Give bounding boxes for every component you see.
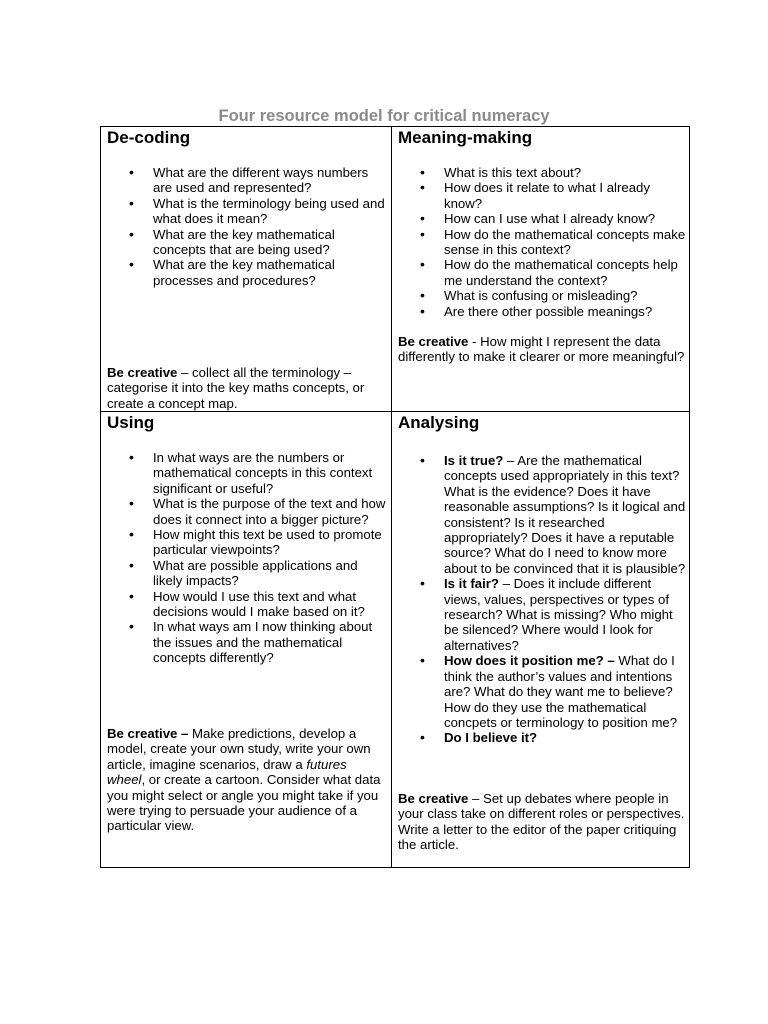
list-item: • What are the key mathematical concepts that are being used? [107, 227, 389, 258]
heading-using: Using [107, 413, 155, 432]
list-item: • How might this text be used to promote particular viewpoints? [107, 527, 389, 558]
decoding-questions [107, 165, 389, 288]
list-item [398, 730, 688, 745]
meaning-making-questions [398, 165, 688, 319]
question-lead: Do I believe it? [444, 730, 538, 746]
question-text: – Does it include different views, values, perspectives or types of research? What is missing? Who might be silenced? Where would I look for alternatives? [444, 576, 673, 653]
list-item: • What are the different ways numbers are used and represented? [107, 165, 389, 196]
be-creative-label: Be creative [398, 791, 469, 806]
list-item [398, 453, 688, 576]
decoding-be-creative [107, 365, 389, 411]
be-creative-text: – Set up debates where people in your class take on different roles or perspectives. Write a letter to the editor of the paper critiquing the article. [398, 791, 685, 853]
list-item: • How can I use what I already know? [398, 211, 688, 226]
be-creative-label: Be creative [398, 334, 469, 349]
list-item: • How would I use this text and what decisions would I make based on it? [107, 589, 389, 620]
column-divider [391, 127, 392, 867]
list-item: • What is the purpose of the text and how does it connect into a bigger picture? [107, 496, 389, 527]
list-item: • What is confusing or misleading? [398, 288, 688, 303]
list-item: • What is the terminology being used and what does it mean? [107, 196, 389, 227]
be-creative-text: , or create a cartoon. Consider what data you might select or angle you might take if you were trying to persuade your audience of a particular view. [107, 772, 381, 834]
four-resource-grid [100, 126, 690, 868]
cell-decoding [107, 127, 389, 411]
heading-meaning-making: Meaning-making [398, 128, 533, 147]
cell-meaning-making [398, 127, 688, 411]
be-creative-text: Make predictions, develop a model, create your own study, write your own article, imagine scenarios, draw a [107, 726, 371, 772]
list-item: • How do the mathematical concepts help me understand the context? [398, 257, 688, 288]
cell-using [107, 412, 389, 867]
be-creative-label: Be creative – [107, 726, 189, 741]
list-item: • What are possible applications and likely impacts? [107, 558, 389, 589]
futures-wheel-term: futures wheel [107, 756, 347, 788]
question-text: – Are the mathematical concepts used appropriately in this text? What is the evidence? Does it have reasonable assumptions? Is it logical and consistent? Is it researched appropriately? Does it have a reputable source? What do I need to know more about to be convinced that it is plausible? [444, 453, 686, 576]
question-lead: How does it position me? – [444, 653, 615, 669]
list-item: • What is this text about? [398, 165, 688, 180]
using-questions [107, 450, 389, 666]
list-item [398, 653, 688, 730]
heading-decoding: De-coding [107, 128, 191, 147]
question-text: What do I think the author’s values and intentions are? What do they want me to believe? How do they use the mathematical concpets or terminology to position me? [444, 653, 678, 730]
analysing-questions [398, 453, 688, 746]
be-creative-label: Be creative [107, 365, 178, 380]
analysing-be-creative [398, 791, 688, 853]
heading-analysing: Analysing [398, 413, 480, 432]
list-item: • In what ways are the numbers or mathematical concepts in this context significant or useful? [107, 450, 389, 496]
list-item: • In what ways am I now thinking about the issues and the mathematical concepts differently? [107, 619, 389, 665]
list-item: • How does it relate to what I already know? [398, 180, 688, 211]
list-item: • Are there other possible meanings? [398, 304, 688, 319]
question-lead: Is it true? [444, 453, 504, 468]
using-be-creative [107, 726, 387, 834]
question-lead: Is it fair? [444, 576, 499, 592]
be-creative-text: – collect all the terminology – categorise it into the key maths concepts, or create a concept map. [107, 365, 365, 411]
cell-analysing [398, 412, 688, 867]
be-creative-text: - How might I represent the data differently to make it clearer or more meaningful? [398, 334, 685, 365]
meaning-making-be-creative [398, 334, 686, 365]
document-title: Four resource model for critical numeracy [218, 107, 550, 125]
list-item: • What are the key mathematical processes and procedures? [107, 257, 389, 288]
list-item [398, 576, 688, 653]
list-item: • How do the mathematical concepts make sense in this context? [398, 227, 688, 258]
